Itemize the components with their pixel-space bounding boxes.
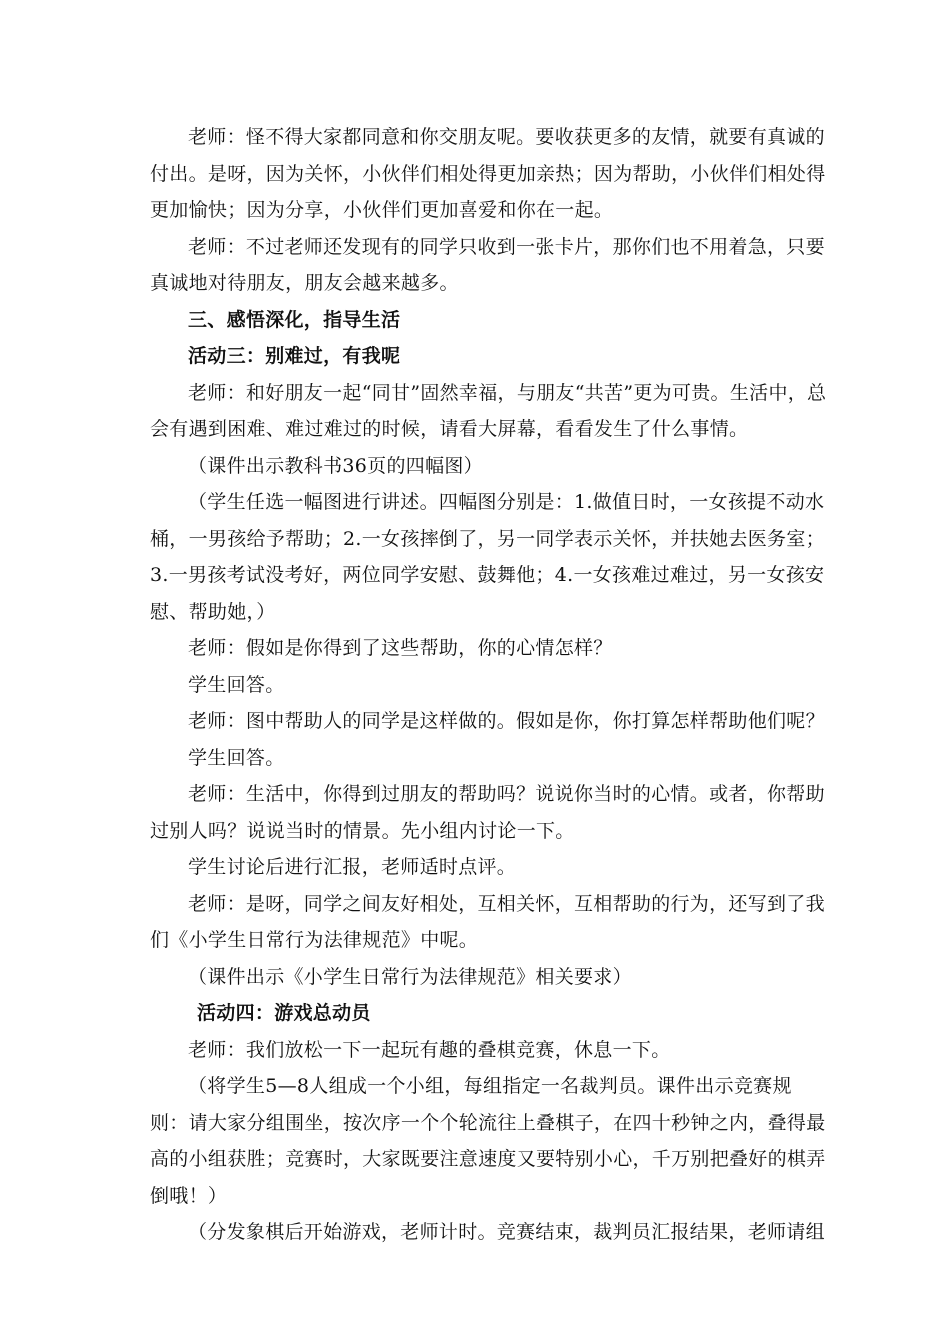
note-paragraph: （将学生5—8人组成一个小组，每组指定一名裁判员。课件出示竞赛规则：请大家分组围坐，按次序一个个轮流往上叠棋子，在四十秒钟之内，叠得最高的小组获胜；竞赛时，大家既要注意速度又要特别小心，千万别把叠好的棋弄倒哦！） — [150, 1075, 826, 1207]
note-paragraph: （学生任选一幅图进行讲述。四幅图分别是：1.做值日时，一女孩提不动水桶，一男孩给予帮助；2.一女孩摔倒了，另一同学表示关怀，并扶她去医务室；3.一男孩考试没考好，两位同学安慰、鼓舞他；4.一女孩难过难过，另一女孩安慰、帮助她，） — [150, 491, 825, 623]
student-paragraph: 学生讨论后进行汇报，老师适时点评。 — [188, 856, 517, 878]
teacher-paragraph: 老师：假如是你得到了这些帮助，你的心情怎样？ — [188, 637, 613, 659]
note-paragraph: （课件出示教科书36页的四幅图） — [188, 454, 483, 477]
note-paragraph: （分发象棋后开始游戏，老师计时。竞赛结束，裁判员汇报结果，老师请组 — [188, 1221, 825, 1243]
student-paragraph: 学生回答。 — [188, 673, 285, 696]
note-paragraph: （课件出示《小学生日常行为法律规范》相关要求） — [188, 965, 632, 988]
teacher-paragraph: 老师：是呀，同学之间友好相处，互相关怀，互相帮助的行为，还写到了我们《小学生日常行为法律规范》中呢。 — [150, 892, 825, 951]
teacher-paragraph: 老师：和好朋友一起“同甘”固然幸福，与朋友“共苦”更为可贵。生活中，总会有遇到困难、难过难过的时候，请看大屏幕，看看发生了什么事情。 — [150, 381, 827, 440]
teacher-paragraph: 老师：我们放松一下一起玩有趣的叠棋竞赛，休息一下。 — [188, 1038, 671, 1061]
teacher-paragraph: 老师：生活中，你得到过朋友的帮助吗？说说你当时的心情。或者，你帮助过别人吗？说说当时的情景。先小组内讨论一下。 — [150, 783, 825, 842]
activity-heading: 活动三：别难过，有我呢 — [188, 345, 401, 367]
student-paragraph: 学生回答。 — [188, 746, 285, 769]
document-body — [150, 119, 830, 1251]
teacher-paragraph: 老师：图中帮助人的同学是这样做的。假如是你，你打算怎样帮助他们呢？ — [188, 710, 825, 732]
teacher-paragraph: 老师：不过老师还发现有的同学只收到一张卡片，那你们也不用着急，只要真诚地对待朋友，朋友会越来越多。 — [150, 235, 825, 294]
teacher-paragraph: 老师：怪不得大家都同意和你交朋友呢。要收获更多的友情，就要有真诚的付出。是呀，因为关怀，小伙伴们相处得更加亲热；因为帮助，小伙伴们相处得更加愉快；因为分享，小伙伴们更加喜爱和你在一起。 — [150, 126, 826, 221]
activity-heading: 活动四：游戏总动员 — [197, 1002, 371, 1024]
section-heading: 三、感悟深化，指导生活 — [188, 308, 401, 331]
